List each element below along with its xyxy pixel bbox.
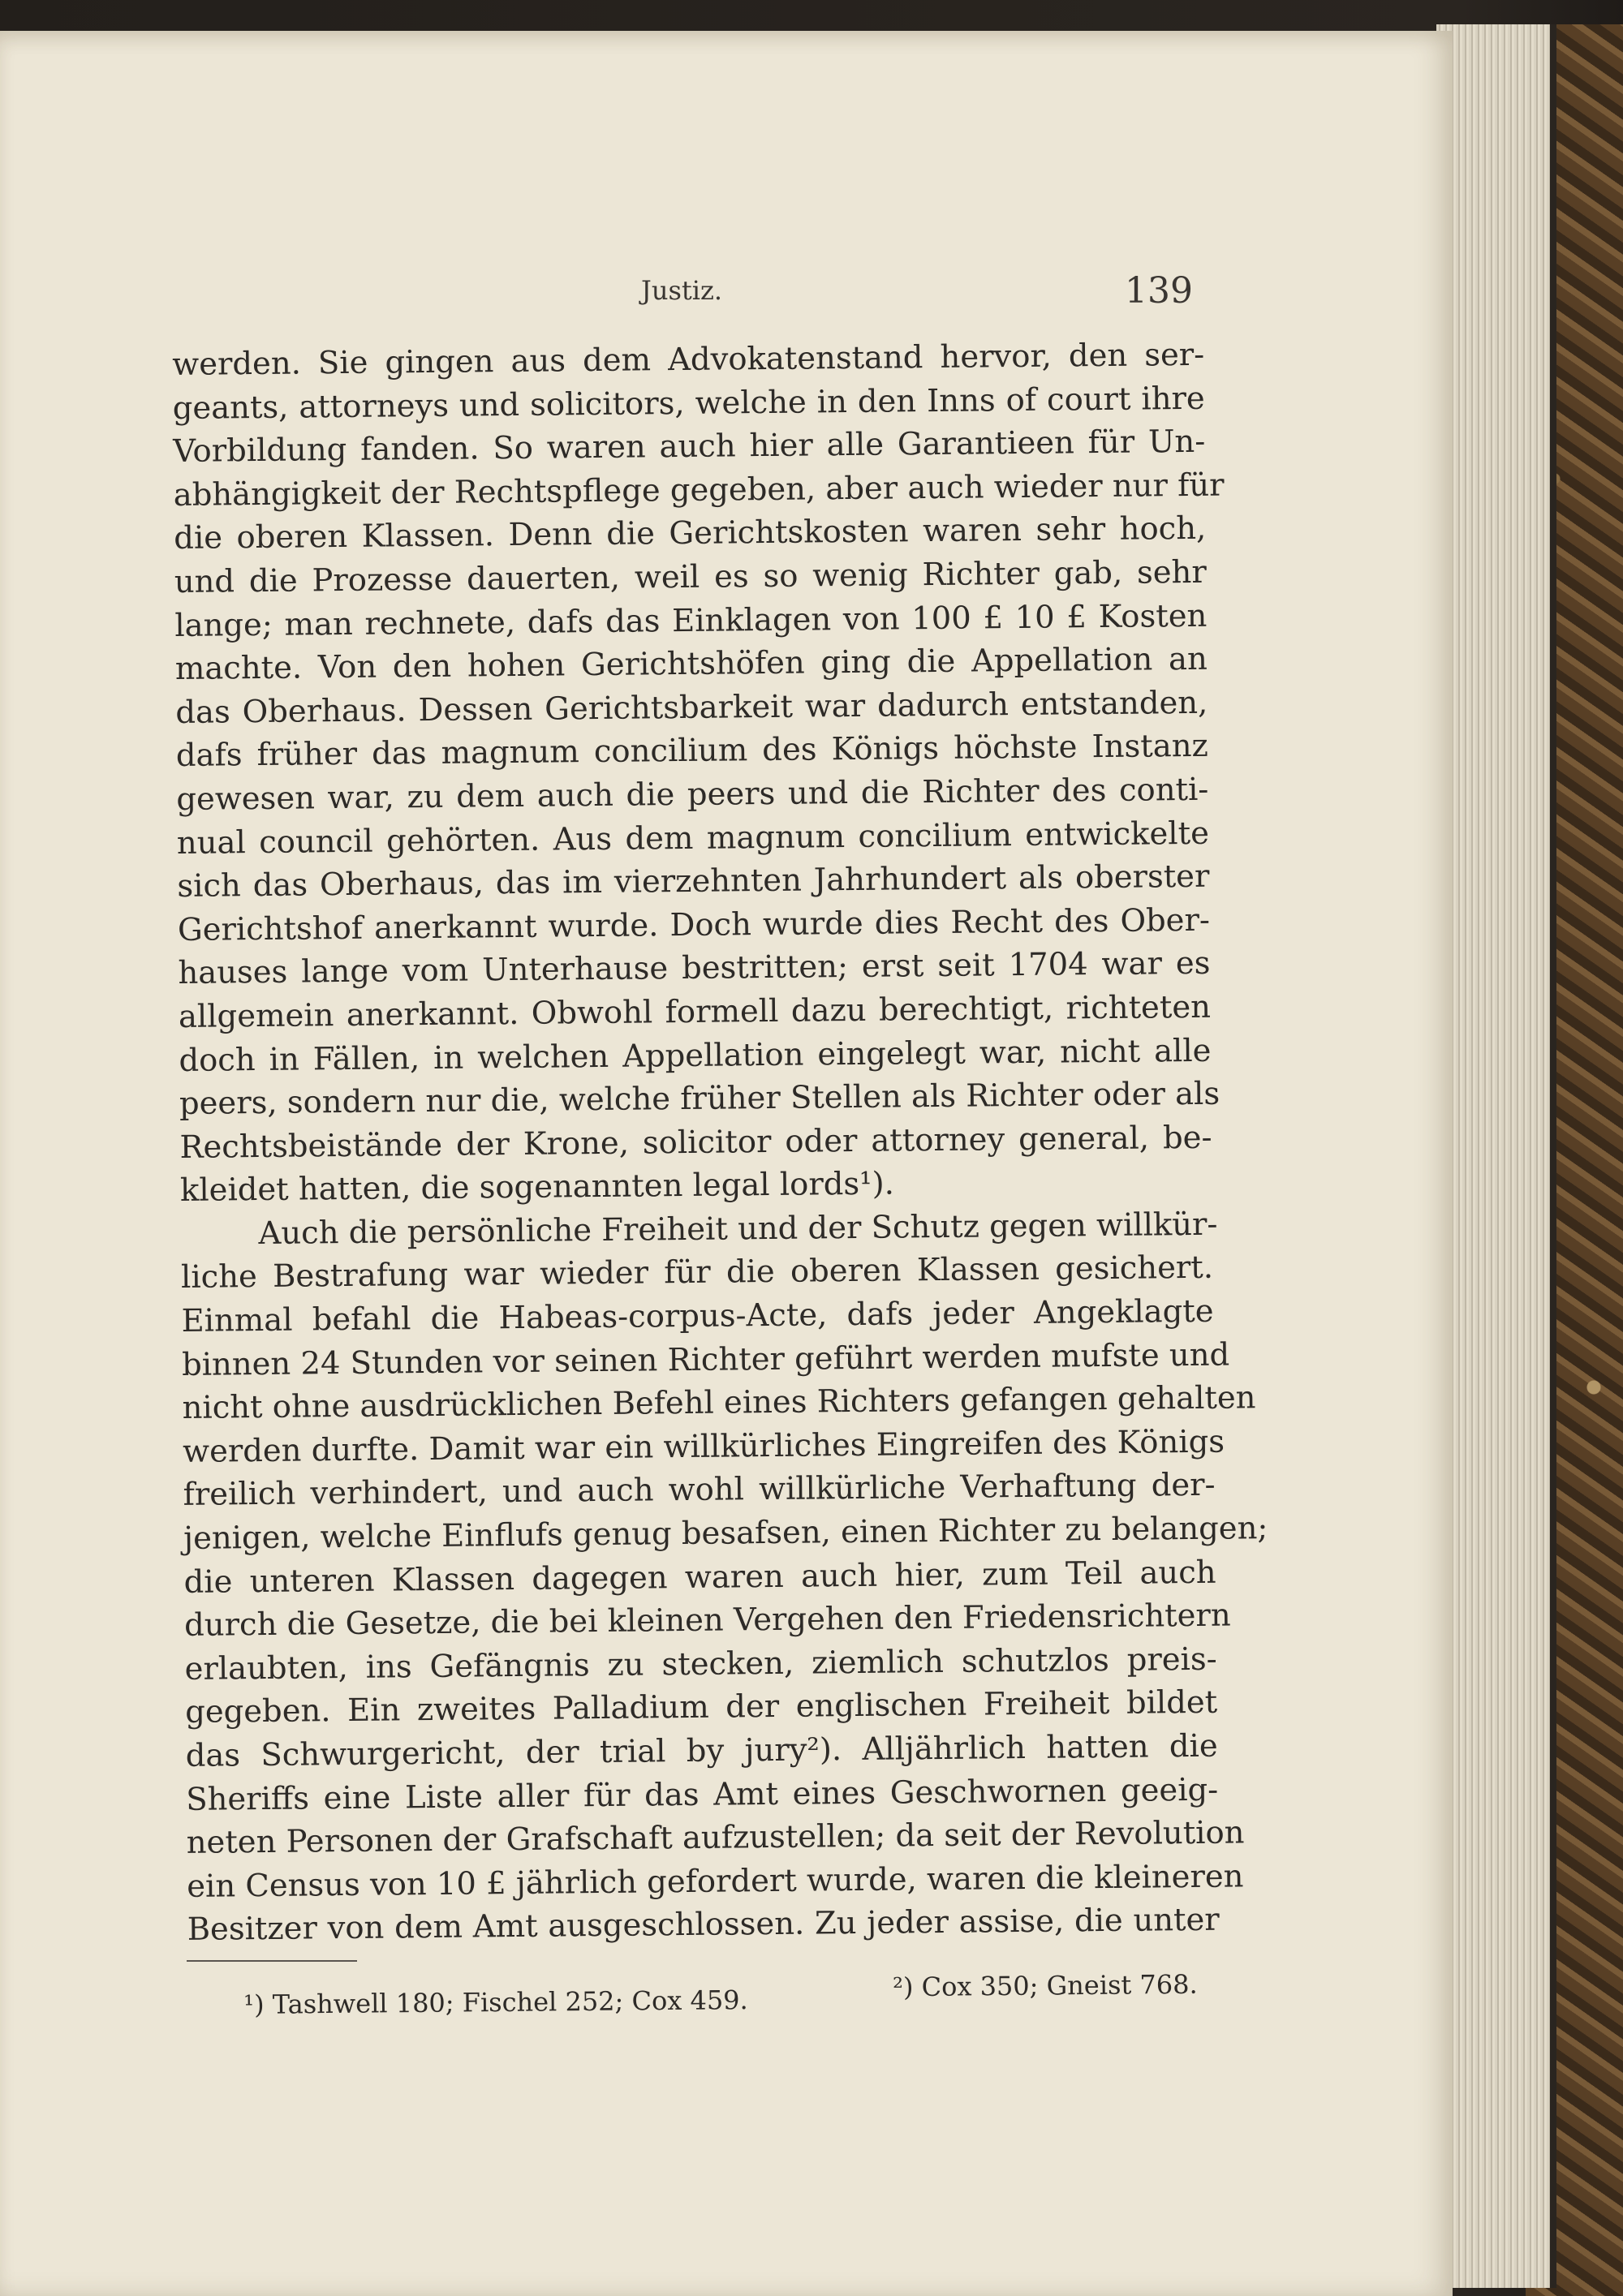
text-line: die oberen Klassen. Denn die Gerichtskosten waren sehr hoch, xyxy=(174,510,1207,557)
text-line: jenigen, welche Einflufs genug besafsen, einen Richter zu belangen; xyxy=(183,1510,1268,1557)
text-line: abhängigkeit der Rechtspflege gegeben, aber auch wieder nur für xyxy=(173,467,1225,514)
footnote-2: ²) Cox 350; Gneist 768. xyxy=(892,1968,1198,2003)
text-line: und die Prozesse dauerten, weil es so wenig Richter gab, sehr xyxy=(174,553,1207,600)
text-line: ein Census von 10 £ jährlich gefordert wurde, waren die kleineren xyxy=(187,1858,1244,1905)
text-line: binnen 24 Stunden vor seinen Richter geführt werden mufste und xyxy=(181,1336,1230,1383)
text-line: Auch die persönliche Freiheit und der Schutz gegen willkür- xyxy=(258,1206,1218,1252)
text-line: doch in Fällen, in welchen Appellation eingelegt war, nicht alle xyxy=(179,1032,1212,1079)
footnote-rule xyxy=(187,1960,357,1962)
text-line: das Oberhaus. Dessen Gerichtsbarkeit war dadurch entstanden, xyxy=(175,684,1208,731)
body-text xyxy=(172,333,1268,1952)
text-line: machte. Von den hohen Gerichtshöfen ging die Appellation an xyxy=(174,640,1208,688)
text-line: die unteren Klassen dagegen waren auch hier, zum Teil auch xyxy=(183,1554,1216,1601)
text-line: lange; man rechnete, dafs das Einklagen von 100 £ 10 £ Kosten xyxy=(174,597,1208,644)
text-line: peers, sondern nur die, welche früher Stellen als Richter oder als xyxy=(179,1075,1220,1123)
text-line: Rechtsbeistände der Krone, solicitor oder attorney general, be- xyxy=(179,1119,1212,1166)
text-line: werden durfte. Damit war ein willkürliches Eingreifen des Königs xyxy=(182,1423,1225,1470)
text-line: dafs früher das magnum concilium des Königs höchste Instanz xyxy=(175,728,1209,775)
text-line: sich das Oberhaus, das im vierzehnten Jahrhundert als oberster xyxy=(177,858,1210,905)
page-number: 139 xyxy=(1125,270,1193,312)
text-line: gewesen war, zu dem auch die peers und die Richter des conti- xyxy=(176,771,1209,818)
page-edges xyxy=(1436,24,1556,2288)
text-line: erlaubten, ins Gefängnis zu stecken, ziemlich schutzlos preis- xyxy=(184,1640,1217,1688)
running-head: Justiz. xyxy=(641,275,722,306)
text-line: nicht ohne ausdrücklichen Befehl eines Richters gefangen gehalten xyxy=(182,1379,1256,1427)
text-line: gegeben. Ein zweites Palladium der englischen Freiheit bildet xyxy=(184,1684,1218,1731)
footnote-1: ¹) Tashwell 180; Fischel 252; Cox 459. xyxy=(243,1984,748,2020)
text-line: neten Personen der Grafschaft aufzustellen; da seit der Revolution xyxy=(186,1814,1245,1862)
text-line: Besitzer von dem Amt ausgeschlossen. Zu jeder assise, die unter xyxy=(187,1902,1220,1949)
text-line: kleidet hatten, die sogenannten legal lords¹). xyxy=(179,1165,895,1210)
text-line: Sheriffs eine Liste aller für das Amt eines Geschwornen geeig- xyxy=(186,1771,1219,1818)
text-line: allgemein anerkannt. Obwohl formell dazu berechtigt, richteten xyxy=(178,988,1212,1035)
text-line: hauses lange vom Unterhause bestritten; erst seit 1704 war es xyxy=(178,945,1211,992)
text-line: Gerichtshof anerkannt wurde. Doch wurde dies Recht des Ober- xyxy=(177,901,1211,948)
book-page xyxy=(0,31,1453,2296)
text-line: geants, attorneys und solicitors, welche in den Inns of court ihre xyxy=(172,380,1205,427)
text-line: werden. Sie gingen aus dem Advokatenstand hervor, den ser- xyxy=(172,336,1205,383)
text-line: durch die Gesetze, die bei kleinen Vergehen den Friedensrichtern xyxy=(183,1597,1231,1645)
text-line: liche Bestrafung war wieder für die oberen Klassen gesichert. xyxy=(180,1249,1214,1296)
text-line: freilich verhindert, und auch wohl willkürliche Verhaftung der- xyxy=(183,1467,1216,1514)
text-line: nual council gehörten. Aus dem magnum concilium entwickelte xyxy=(176,815,1210,862)
page-header xyxy=(641,270,1193,319)
text-line: das Schwurgericht, der trial by jury²). Alljährlich hatten die xyxy=(185,1727,1218,1774)
text-line: Einmal befahl die Habeas-corpus-Acte, dafs jeder Angeklagte xyxy=(181,1292,1214,1340)
text-line: Vorbildung fanden. So waren auch hier alle Garantieen für Un- xyxy=(173,423,1206,471)
footnotes xyxy=(243,1968,1218,2027)
